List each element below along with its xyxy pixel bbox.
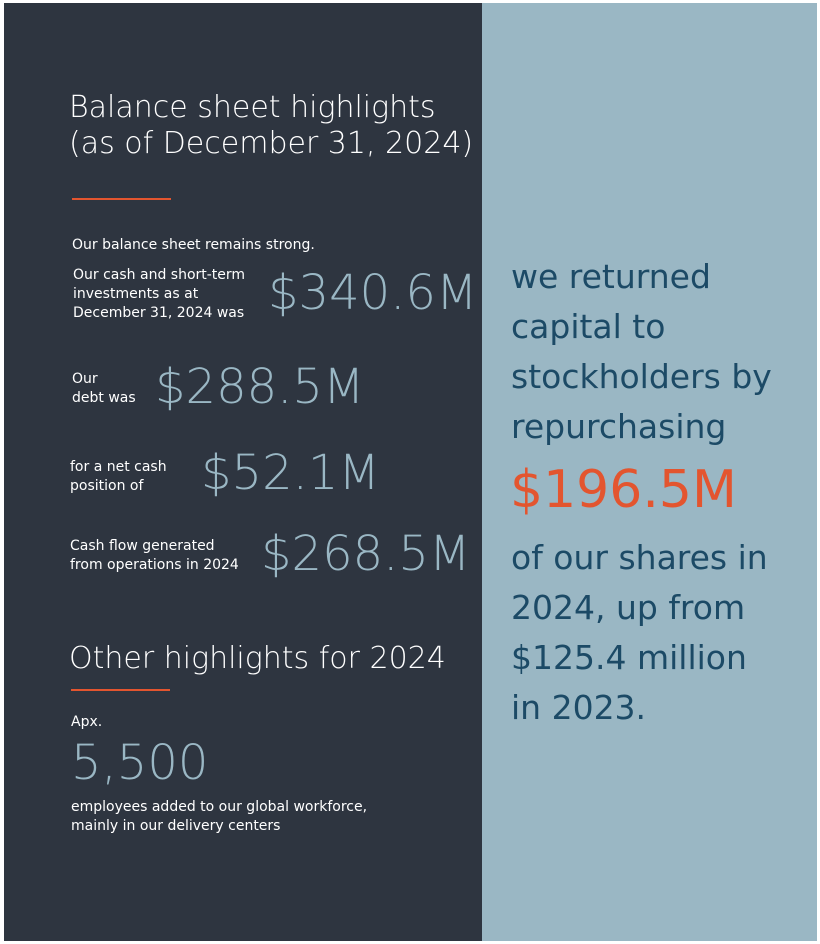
buyback-tail-line: $125.4 million (511, 638, 747, 677)
debt-label-line: debt was (72, 390, 136, 406)
employees-description (71, 798, 367, 836)
net-cash-value: $52.1M (201, 445, 380, 501)
net-cash-label-line: position of (70, 478, 144, 494)
buyback-lead-line: repurchasing (511, 407, 727, 446)
cash-value: $340.6M (268, 265, 478, 321)
buyback-tail-line: 2024, up from (511, 588, 746, 627)
other-highlights-accent-rule (71, 689, 170, 691)
employees-description-line: mainly in our delivery centers (71, 818, 281, 834)
buyback-value: $196.5M (510, 460, 737, 520)
cash-label (73, 266, 245, 323)
buyback-tail-line: of our shares in (511, 538, 768, 577)
employees-prefix: Apx. (71, 714, 103, 730)
debt-value: $288.5M (155, 359, 365, 415)
balance-sheet-title (69, 90, 473, 162)
net-cash-label (70, 458, 167, 496)
balance-sheet-title-line2: (as of December 31, 2024) (69, 126, 474, 161)
debt-label-line: Our (72, 371, 98, 387)
title-accent-rule (72, 198, 171, 200)
buyback-lead-line: stockholders by (511, 357, 772, 396)
buyback-lead-line: capital to (511, 307, 666, 346)
cash-flow-label (70, 537, 239, 575)
buyback-tail-line: in 2023. (511, 688, 647, 727)
cash-label-line: December 31, 2024 was (73, 305, 245, 321)
buyback-lead (511, 252, 772, 452)
cash-label-line: investments as at (73, 286, 199, 302)
cash-label-line: Our cash and short-term (73, 267, 246, 283)
other-highlights-title: Other highlights for 2024 (69, 641, 446, 676)
debt-label (72, 370, 136, 408)
net-cash-label-line: for a net cash (70, 459, 167, 475)
employees-value: 5,500 (71, 735, 209, 791)
employees-description-line: employees added to our global workforce, (71, 799, 368, 815)
cash-flow-label-line: from operations in 2024 (70, 557, 239, 573)
buyback-lead-line: we returned (511, 257, 711, 296)
balance-sheet-title-line1: Balance sheet highlights (69, 90, 436, 125)
balance-sheet-intro: Our balance sheet remains strong. (72, 237, 315, 253)
cash-flow-value: $268.5M (261, 526, 471, 582)
buyback-tail (511, 533, 768, 733)
cash-flow-label-line: Cash flow generated (70, 538, 215, 554)
